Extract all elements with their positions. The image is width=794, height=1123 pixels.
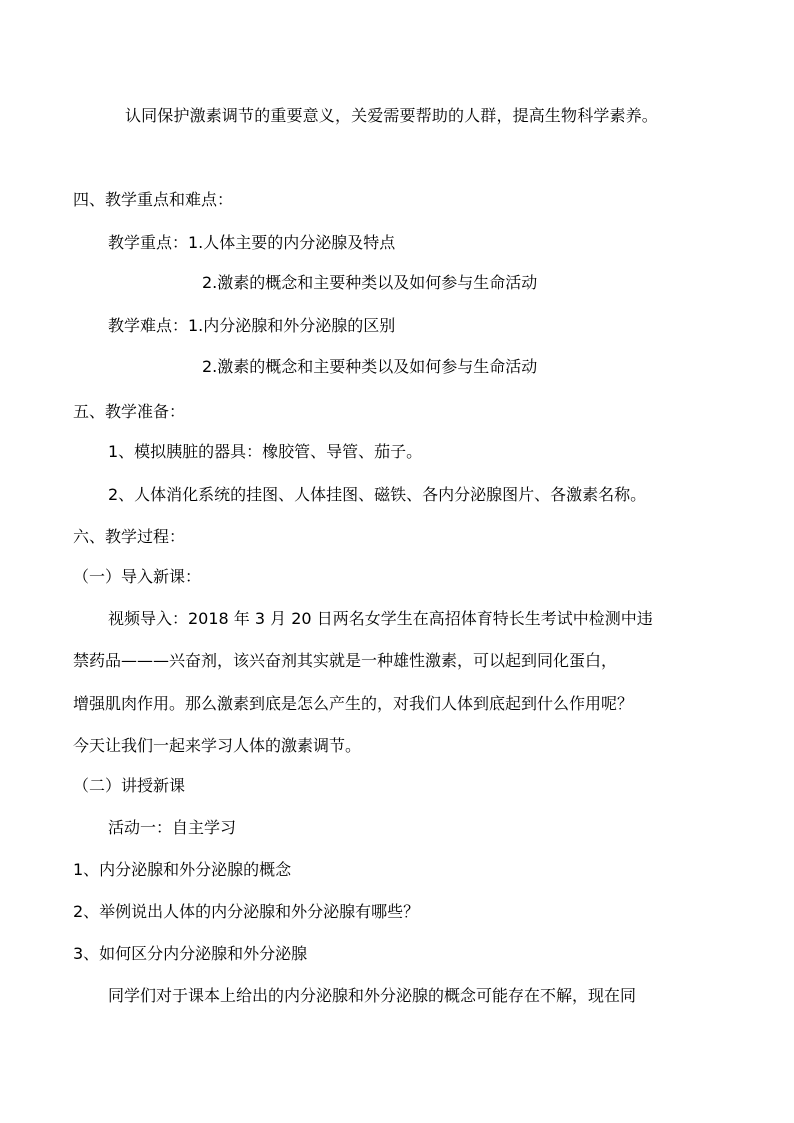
explanation-paragraph-line-1: 同学们对于课本上给出的内分泌腺和外分泌腺的概念可能存在不解，现在同: [108, 986, 637, 1005]
intro-paragraph-line-2: 禁药品———兴奋剂，该兴奋剂其实就是一种雄性激素，可以起到同化蛋白，: [73, 651, 618, 670]
preparation-item-2: 2、人体消化系统的挂图、人体挂图、磁铁、各内分泌腺图片、各激素名称。: [108, 485, 647, 504]
activity-question-3: 3、如何区分内分泌腺和外分泌腺: [73, 944, 308, 963]
key-point-2: 2.激素的概念和主要种类以及如何参与生命活动: [202, 273, 538, 292]
difficulty-1: 教学难点：1.内分泌腺和外分泌腺的区别: [108, 316, 396, 335]
section-heading-preparation: 五、教学准备：: [73, 402, 186, 421]
key-point-1: 教学重点：1.人体主要的内分泌腺及特点: [108, 233, 396, 252]
activity-question-1: 1、内分泌腺和外分泌腺的概念: [73, 860, 292, 879]
intro-paragraph-line-3: 增强肌肉作用。那么激素到底是怎么产生的，对我们人体到底起到什么作用呢？: [73, 694, 634, 713]
section-heading-process: 六、教学过程：: [73, 527, 186, 546]
intro-paragraph-line-4: 今天让我们一起来学习人体的激素调节。: [73, 736, 362, 755]
subsection-intro-heading: （一）导入新课：: [73, 567, 202, 586]
section-heading-key-points: 四、教学重点和难点：: [73, 190, 234, 209]
activity-question-2: 2、举例说出人体的内分泌腺和外分泌腺有哪些？: [73, 902, 420, 921]
subsection-teaching-heading: （二）讲授新课: [73, 776, 186, 795]
difficulty-2: 2.激素的概念和主要种类以及如何参与生命活动: [202, 357, 538, 376]
preparation-item-1: 1、模拟胰脏的器具：橡胶管、导管、茄子。: [108, 442, 423, 461]
intro-paragraph-line-1: 视频导入：2018 年 3 月 20 日两名女学生在高招体育特长生考试中检测中违: [108, 609, 653, 628]
goal-text-line: 认同保护激素调节的重要意义，关爱需要帮助的人群，提高生物科学素养。: [125, 106, 658, 125]
activity-heading: 活动一：自主学习: [108, 818, 237, 837]
